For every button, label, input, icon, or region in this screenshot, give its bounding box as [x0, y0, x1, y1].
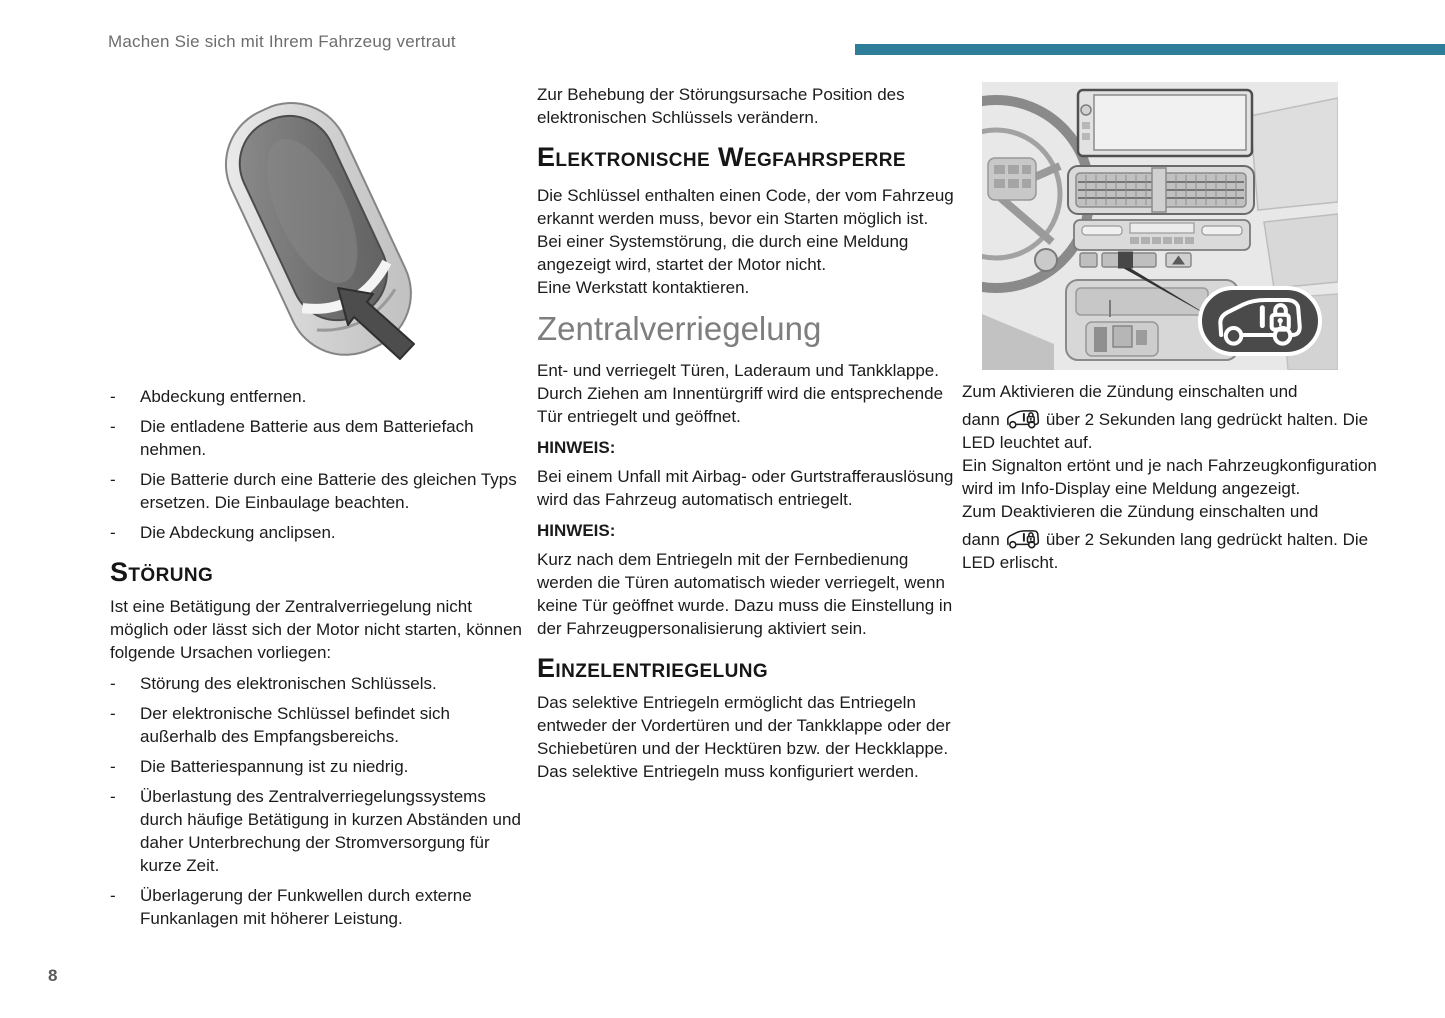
- van-deadlock-icon: [1005, 408, 1041, 430]
- activate-line: Zum Aktivieren die Zündung einschalten und: [962, 382, 1298, 401]
- column-left: [110, 385, 524, 930]
- key-fob-illustration: [168, 90, 468, 375]
- list-item: [110, 702, 524, 748]
- battery-steps-list: [110, 385, 524, 544]
- button-strip-illustration: [1080, 252, 1191, 269]
- bullet-dash: -: [110, 704, 116, 723]
- list-item: [110, 755, 524, 778]
- deadlock-callout: [1200, 288, 1320, 354]
- start-knob-illustration: [1035, 249, 1057, 271]
- section-heading-stoerung: Störung: [110, 557, 214, 587]
- list-item: [110, 468, 524, 514]
- climate-panel-illustration: [1074, 220, 1250, 250]
- bullet-dash: -: [110, 417, 116, 436]
- zentralverriegelung-paragraphs: [537, 359, 955, 428]
- activate-instruction: [962, 408, 1388, 454]
- bullet-dash: -: [110, 523, 116, 542]
- van-deadlock-icon: [1005, 528, 1041, 550]
- list-item: [110, 521, 524, 544]
- column-right: [962, 380, 1388, 574]
- key-position-note: Zur Behebung der Störungsursache Position des elektronischen Schlüssels verändern.: [537, 85, 905, 127]
- deactivate-line: Zum Deaktivieren die Zündung einschalten und: [962, 502, 1319, 521]
- bullet-dash: -: [110, 886, 116, 905]
- chapter-heading-zentralverriegelung: Zentralverriegelung: [537, 310, 822, 347]
- paragraph: Durch Ziehen am Innentürgriff wird die entsprechende Tür entriegelt und geöffnet.: [537, 384, 944, 426]
- signal-text: Ein Signalton ertönt und je nach Fahrzeugkonfiguration wird im Info-Display eine Meldung angezeigt.: [962, 456, 1377, 498]
- list-item-text: Überlastung des Zentralverriegelungssystems durch häufige Betätigung in kurzen Abständen und daher Unterbrechung der Stromversorgung für kurze Zeit.: [140, 787, 521, 875]
- list-item-text: Überlagerung der Funkwellen durch externe Funkanlagen mit höherer Leistung.: [140, 886, 472, 928]
- stoerung-intro: Ist eine Betätigung der Zentralverriegelung nicht möglich oder lässt sich der Motor nicht starten, können folgende Ursachen vorliegen:: [110, 597, 522, 662]
- list-item: [110, 785, 524, 877]
- hinweis-label: HINWEIS:: [537, 438, 616, 457]
- list-item-text: Die Abdeckung anclipsen.: [140, 523, 336, 542]
- causes-list: [110, 672, 524, 930]
- text-segment: dann: [962, 410, 1000, 429]
- list-item-text: Die Batteriespannung ist zu niedrig.: [140, 757, 409, 776]
- bullet-dash: -: [110, 674, 116, 693]
- bullet-dash: -: [110, 387, 116, 406]
- hinweis-label: HINWEIS:: [537, 521, 616, 540]
- text-segment: über 2 Sekunden lang gedrückt halten. Die LED erlischt.: [962, 530, 1369, 572]
- dashboard-illustration: [982, 82, 1338, 370]
- list-item-text: Die entladene Batterie aus dem Batteriefach nehmen.: [140, 417, 474, 459]
- accent-bar: [855, 44, 1445, 55]
- list-item-text: Abdeckung entfernen.: [140, 387, 307, 406]
- list-item-text: Störung des elektronischen Schlüssels.: [140, 674, 437, 693]
- section-heading-wegfahrsperre: Elektronische Wegfahrsperre: [537, 142, 906, 172]
- paragraph: Ent- und verriegelt Türen, Laderaum und Tankklappe.: [537, 361, 939, 380]
- paragraph: Die Schlüssel enthalten einen Code, der vom Fahrzeug erkannt werden muss, bevor ein Starten möglich ist.: [537, 186, 954, 228]
- deadlock-button-illustration: [1118, 252, 1133, 269]
- paragraph: Bei einer Systemstörung, die durch eine Meldung angezeigt wird, startet der Motor nicht.: [537, 232, 909, 274]
- einzelentriegelung-text: Das selektive Entriegeln ermöglicht das Entriegeln entweder der Vordertüren und der Tankklappe oder der Schiebetüren und der Hecktüren bzw. der Heckklappe. Das selektive Entriegeln muss konfiguriert werden.: [537, 693, 951, 781]
- bullet-dash: -: [110, 757, 116, 776]
- bullet-dash: -: [110, 470, 116, 489]
- text-segment: dann: [962, 530, 1000, 549]
- bullet-dash: -: [110, 787, 116, 806]
- paragraph: Eine Werkstatt kontaktieren.: [537, 278, 750, 297]
- deactivate-instruction: [962, 528, 1388, 574]
- page-number: 8: [48, 966, 58, 985]
- infotainment-screen-illustration: [1078, 90, 1252, 156]
- wegfahrsperre-paragraphs: [537, 184, 955, 299]
- text-segment: über 2 Sekunden lang gedrückt halten. Die LED leuchtet auf.: [962, 410, 1369, 452]
- column-middle: [537, 83, 955, 783]
- list-item: [110, 672, 524, 695]
- air-vents-illustration: [1068, 166, 1254, 214]
- hinweis-text: Bei einem Unfall mit Airbag- oder Gurtstrafferauslösung wird das Fahrzeug automatisch entriegelt.: [537, 467, 954, 509]
- section-heading-einzelentriegelung: Einzelentriegelung: [537, 653, 769, 683]
- list-item: [110, 884, 524, 930]
- list-item: [110, 415, 524, 461]
- list-item-text: Die Batterie durch eine Batterie des gleichen Typs ersetzen. Die Einbaulage beachten.: [140, 470, 517, 512]
- list-item: [110, 385, 524, 408]
- list-item-text: Der elektronische Schlüssel befindet sich außerhalb des Empfangsbereichs.: [140, 704, 450, 746]
- running-header: Machen Sie sich mit Ihrem Fahrzeug vertraut: [108, 32, 456, 51]
- hinweis-text: Kurz nach dem Entriegeln mit der Fernbedienung werden die Türen automatisch wieder verriegelt, wenn keine Tür geöffnet wurde. Dazu muss die Einstellung in der Fahrzeugpersonalisierung aktiviert sein.: [537, 550, 953, 638]
